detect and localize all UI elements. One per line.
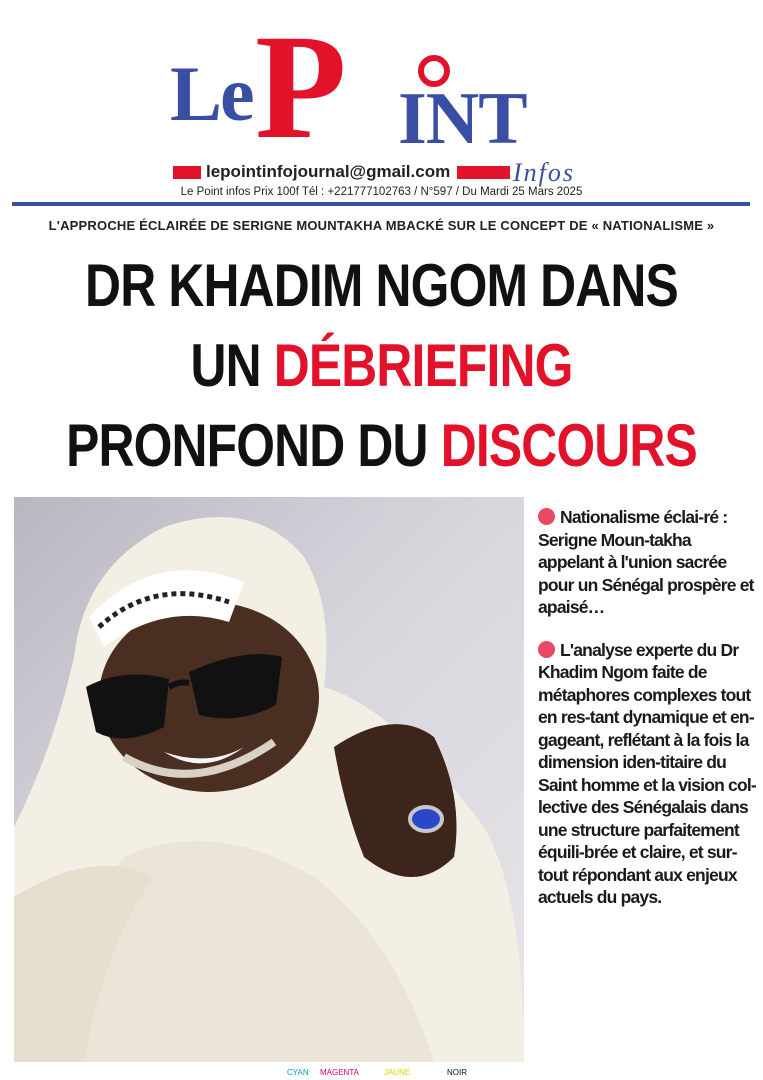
headline-highlight: DISCOURS xyxy=(440,412,697,479)
issue-line: Le Point infos Prix 100f Tél : +221777102763 / N°597 / Du Mardi 25 Mars 2025 xyxy=(180,186,583,198)
contact-email: lepointinfojournal@gmail.com xyxy=(206,162,451,181)
summary-bullets xyxy=(538,506,760,929)
masthead-divider xyxy=(12,202,750,206)
bullet-dot-icon xyxy=(538,641,555,658)
kicker: L'APPROCHE ÉCLAIRÉE DE SERIGNE MOUNTAKHA MBACKÉ SUR LE CONCEPT DE « NATIONALISME » xyxy=(48,218,715,233)
print-color-marks xyxy=(0,1068,763,1080)
headline-line-1: DR KHADIM NGOM DANS xyxy=(85,252,678,319)
logo-p: P xyxy=(255,4,347,170)
mark-noir: NOIR xyxy=(447,1068,467,1077)
logo-infos: Infos xyxy=(513,158,575,187)
logo-int: INT xyxy=(398,78,527,160)
logo-le: Le xyxy=(170,50,253,137)
headline-text: UN xyxy=(190,332,274,399)
decorative-bar xyxy=(457,166,510,179)
portrait-illustration xyxy=(14,497,524,1062)
headline xyxy=(65,246,698,486)
headline-line-2 xyxy=(65,326,698,406)
bullet-text: Nationalisme éclai-ré : Serigne Moun-takha appelant à l'union sacrée pour un Sénégal prospère et apaisé… xyxy=(538,507,754,617)
bullet-text: L'analyse experte du Dr Khadim Ngom faite de métaphores complexes tout en res-tant dynamique et en-gageant, reflétant à la fois la dimension iden-titaire du Saint homme et la vision col-lective des Sénégalais dans une structure parfaitement équili-brée et claire, et sur-tout répondant aux enjeux actuels du pays. xyxy=(538,639,756,907)
mark-cyan: CYAN xyxy=(287,1068,309,1077)
headline-text: PRONFOND DU xyxy=(66,412,441,479)
mark-jaune: JAUNE xyxy=(384,1068,411,1077)
mark-magenta: MAGENTA xyxy=(320,1068,359,1077)
decorative-bar xyxy=(173,166,201,179)
bullet-item xyxy=(538,506,760,619)
headline-line-3 xyxy=(65,406,698,486)
masthead xyxy=(0,0,763,205)
headline-highlight: DÉBRIEFING xyxy=(273,332,573,399)
bullet-item xyxy=(538,639,760,909)
cover-photo xyxy=(14,497,524,1062)
bullet-dot-icon xyxy=(538,508,555,525)
